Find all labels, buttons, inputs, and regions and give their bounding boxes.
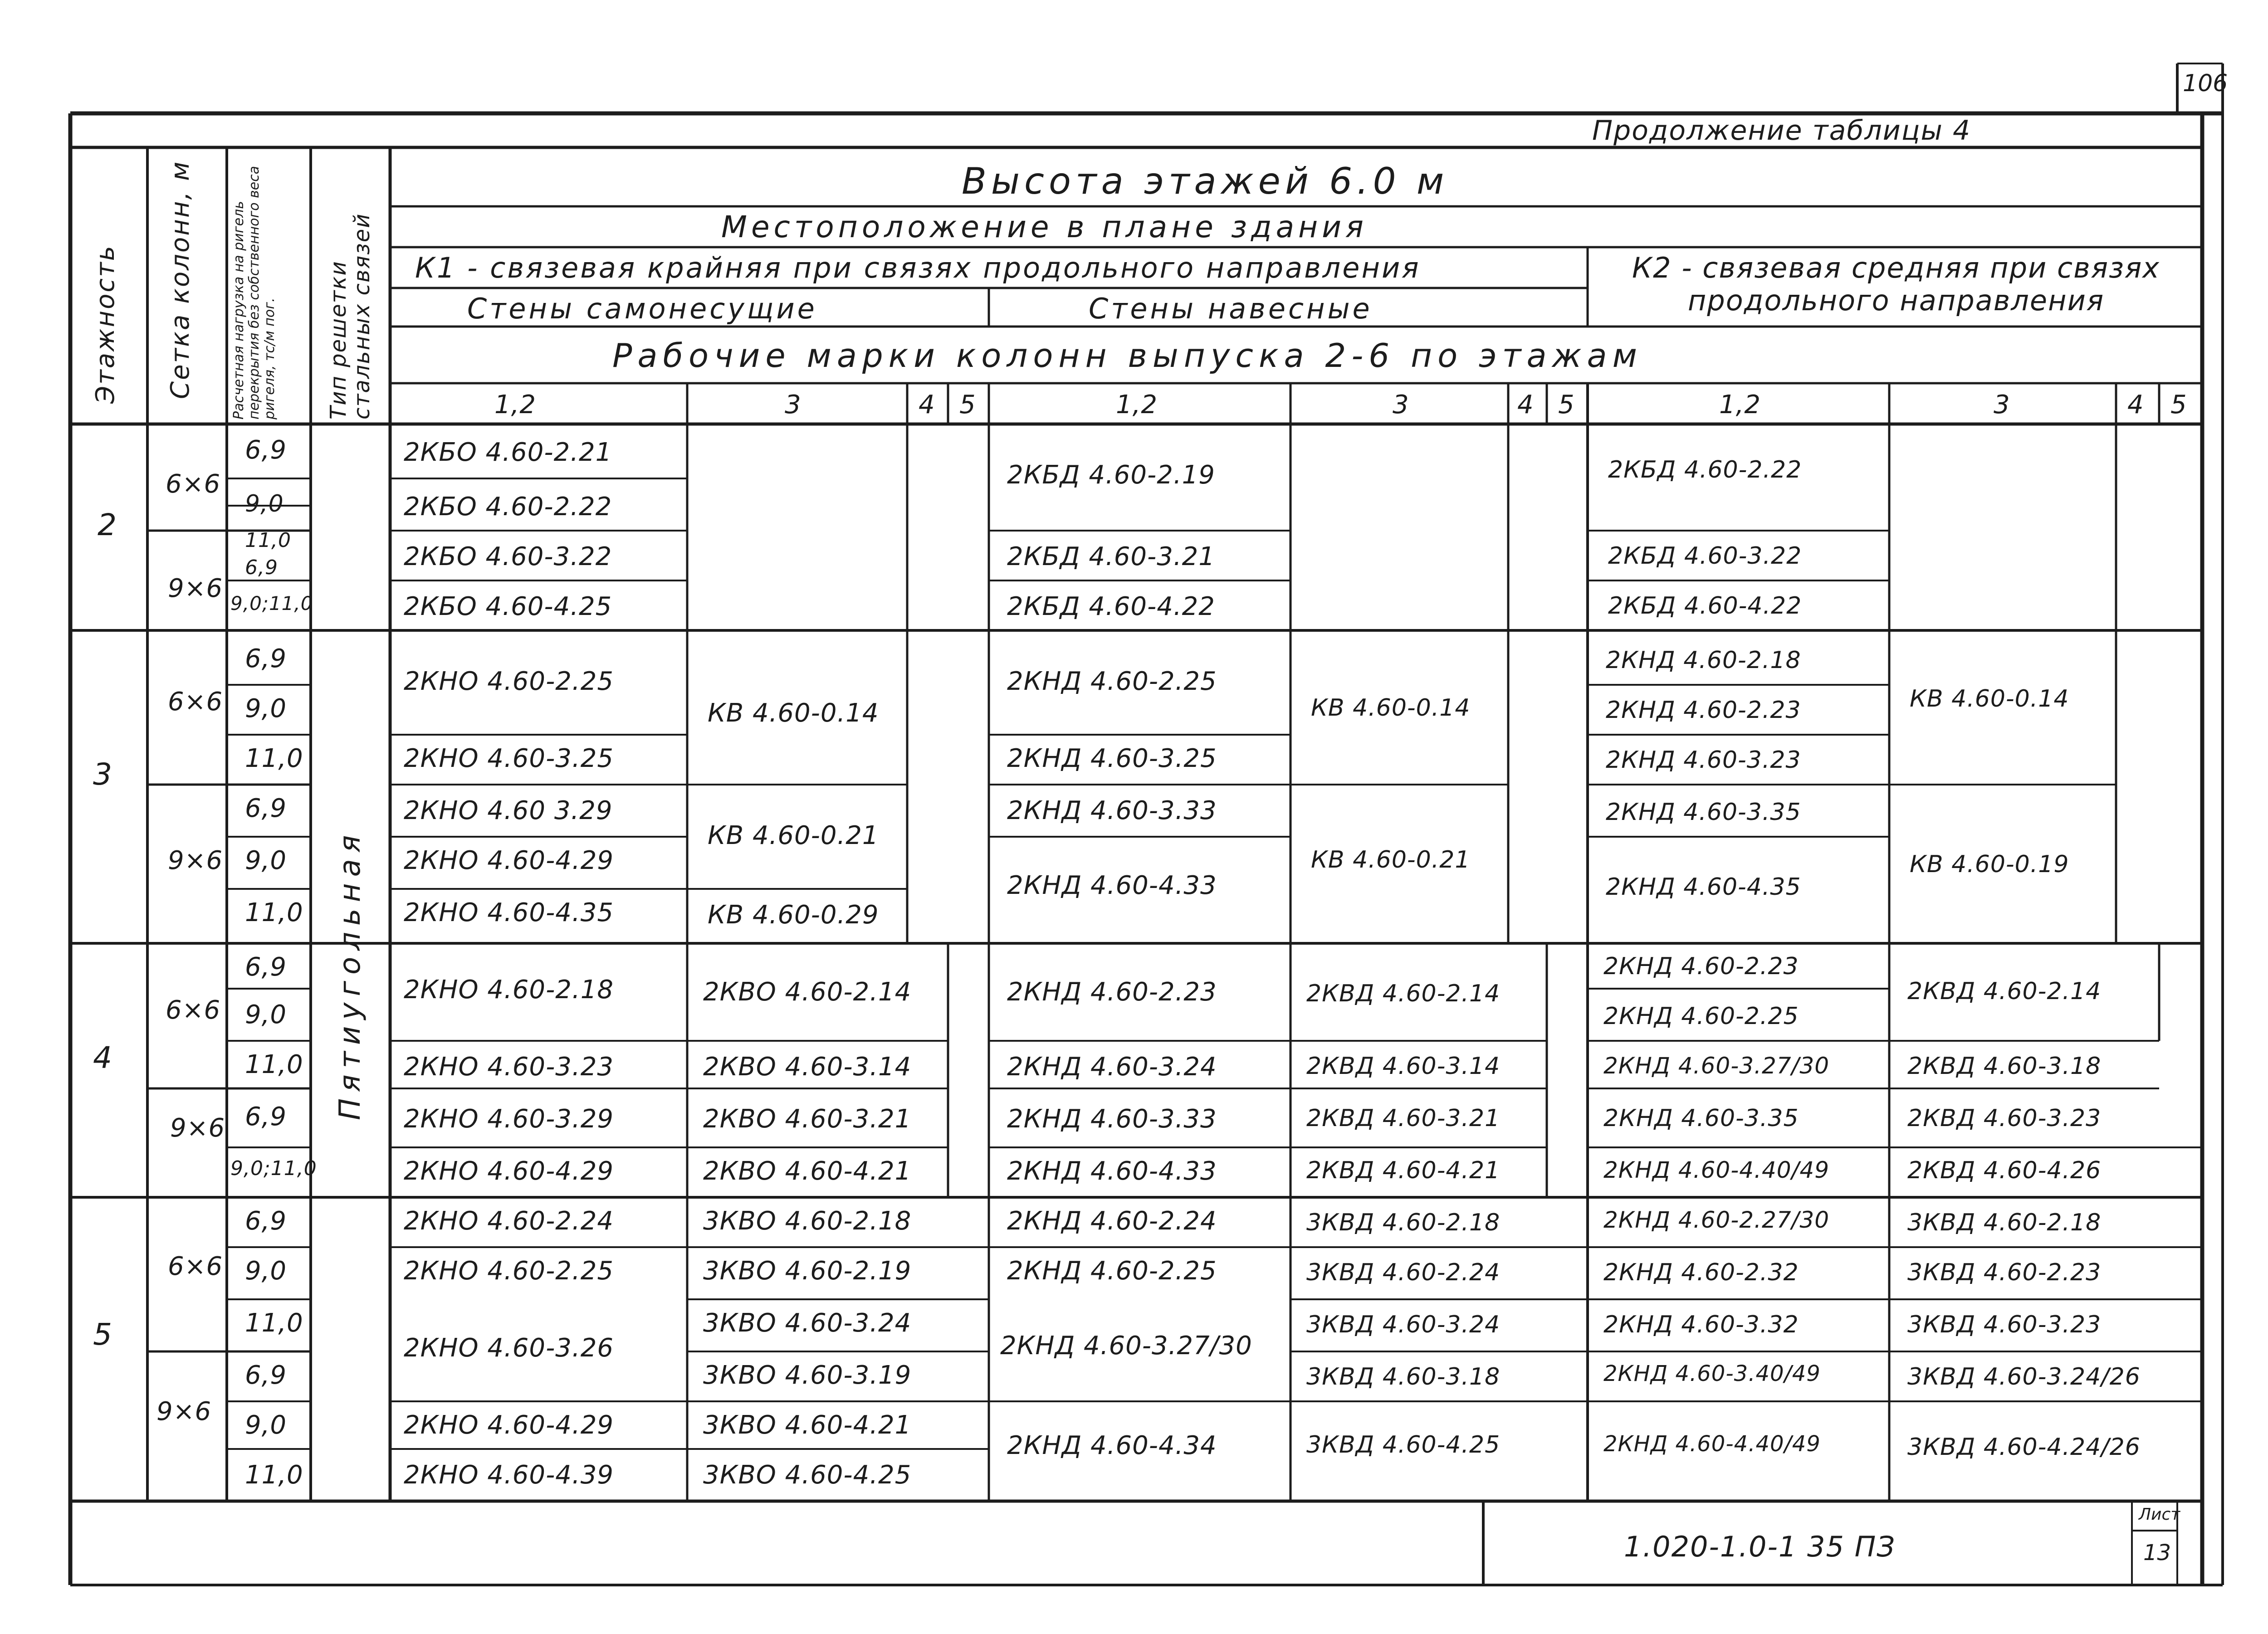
column-mark: 2КВО 4.60-3.21 [703, 1104, 912, 1134]
column-mark: 2КНД 4.60-2.23 [1603, 953, 1799, 980]
self-walls-header: Стены самонесущие [467, 292, 817, 325]
column-mark: 2КНО 4.60-2.18 [404, 975, 614, 1005]
column-mark: 2КВО 4.60-2.14 [703, 977, 912, 1007]
column-mark: 2КНД 4.60-3.25 [1007, 744, 1217, 773]
column-mark: КВ 4.60-0.19 [1910, 851, 2069, 878]
column-mark: КВ 4.60-0.14 [1311, 694, 1471, 722]
document-code: 1.020-1.0-1 35 ПЗ [1624, 1530, 1896, 1563]
k1-header: К1 - связевая крайняя при связях продольного направления [415, 251, 1421, 284]
column-mark: 3КВО 4.60-2.18 [703, 1206, 912, 1236]
load-value: 6,9 [245, 1102, 287, 1132]
column-mark: 3КВД 4.60-2.23 [1907, 1259, 2102, 1286]
load-value: 6,9 [245, 1206, 287, 1236]
column-mark: 2КНД 4.60-3.27/30 [1000, 1331, 1252, 1361]
column-mark: 2КНО 4.60-4.29 [404, 846, 614, 875]
column-mark: 2КНО 4.60-4.29 [404, 1410, 614, 1440]
column-mark: 2КНД 4.60-2.25 [1007, 667, 1217, 696]
column-mark: 2КБД 4.60-3.22 [1608, 542, 1802, 570]
column-mark: 2КНО 4.60-3.26 [404, 1333, 614, 1363]
column-mark: 2КНД 4.60-2.27/30 [1603, 1207, 1830, 1233]
column-mark: 2КНО 4.60-3.23 [404, 1052, 614, 1082]
column-mark: 3КВД 4.60-2.18 [1907, 1209, 2102, 1236]
page-number: 106 [2183, 70, 2228, 97]
column-mark: 2КНД 4.60-4.34 [1007, 1431, 1217, 1460]
column-mark: 3КВД 4.60-3.23 [1907, 1311, 2102, 1338]
column-mark: КВ 4.60-0.21 [1311, 846, 1471, 873]
column-mark: КВ 4.60-0.14 [1910, 685, 2069, 712]
column-mark: 2КБД 4.60-4.22 [1007, 592, 1215, 621]
column-mark: 2КНО 4.60-3.29 [404, 1104, 614, 1134]
grid-header: Сетка колонн, м [166, 160, 195, 399]
sheet-number: 13 [2143, 1540, 2171, 1566]
lattice-type: Пятиугольная [333, 829, 367, 1120]
column-mark: 2КНД 4.60-4.33 [1007, 1156, 1217, 1186]
sheet-label: Лист [2139, 1505, 2180, 1524]
column-mark: 2КБО 4.60-2.21 [404, 438, 612, 467]
column-mark: 3КВД 4.60-3.24/26 [1907, 1363, 2141, 1390]
column-mark: 2КБД 4.60-4.22 [1608, 592, 1802, 619]
column-mark: 2КНД 4.60-3.24 [1007, 1052, 1217, 1082]
load-value: 6,9 [245, 1361, 287, 1390]
column-mark: 2КНД 4.60-2.23 [1606, 697, 1801, 724]
load-value: 9,0 [245, 1256, 287, 1286]
column-mark: 2КНД 4.60-4.40/49 [1603, 1157, 1830, 1183]
table-caption: Продолжение таблицы 4 [1592, 115, 1971, 146]
column-mark: 2КНД 4.60-2.25 [1007, 1256, 1217, 1286]
column-mark: 2КНД 4.60-2.18 [1606, 647, 1801, 674]
column-mark: 2КНД 4.60-3.33 [1007, 796, 1217, 825]
load-value: 9,0 [245, 1410, 287, 1440]
column-mark: 2КВД 4.60-3.23 [1907, 1105, 2102, 1132]
load-header: Расчетная нагрузка на ригель перекрытия без собственного веса ригеля, тс/м пог. [231, 166, 278, 419]
subheader-k1-self-5: 5 [959, 390, 976, 419]
column-mark: 2КБД 4.60-3.21 [1007, 542, 1215, 571]
column-mark: 2КНД 4.60-2.24 [1007, 1206, 1217, 1236]
subheader-k2-3: 3 [1994, 390, 2010, 419]
column-mark: 3КВО 4.60-4.21 [703, 1410, 912, 1440]
column-mark: 2КНД 4.60-3.35 [1603, 1105, 1799, 1132]
floors-header: Этажность [91, 244, 120, 404]
load-value: 11,0 [245, 1050, 303, 1079]
column-mark: КВ 4.60-0.21 [708, 821, 879, 850]
location-header: Местоположение в плане здания [721, 210, 1368, 244]
floor-label: 2 [98, 507, 117, 542]
column-mark: 2КБД 4.60-2.22 [1608, 456, 1802, 483]
load-value: 6,9 [245, 644, 287, 673]
column-mark: 3КВД 4.60-2.24 [1306, 1259, 1501, 1286]
column-mark: 2КВД 4.60-4.21 [1306, 1157, 1501, 1184]
column-mark: 2КНО 4.60-2.25 [404, 1256, 614, 1286]
subheader-k2-4: 4 [2127, 390, 2144, 419]
column-mark: 2КНО 4.60-4.29 [404, 1156, 614, 1186]
subheader-k1-hung-5: 5 [1558, 390, 1575, 419]
subheader-k1-self-12: 1,2 [494, 390, 537, 419]
load-value: 9,0 [245, 694, 287, 723]
subheader-k1-hung-3: 3 [1393, 390, 1409, 419]
column-mark: 2КВД 4.60-2.14 [1907, 978, 2102, 1005]
column-mark: 2КНД 4.60-4.33 [1007, 871, 1217, 900]
load-value: 9,0;11,0 [230, 592, 313, 615]
column-mark: 2КНД 4.60-3.35 [1606, 799, 1801, 826]
grid-size: 9×6 [170, 1113, 225, 1143]
column-mark: 2КВД 4.60-3.18 [1907, 1053, 2102, 1080]
column-mark: 3КВО 4.60-3.19 [703, 1361, 912, 1390]
column-mark: 2КВД 4.60-3.21 [1306, 1105, 1501, 1132]
load-value: 11,0 [245, 1308, 303, 1338]
column-mark: 3КВД 4.60-4.25 [1306, 1431, 1501, 1458]
column-mark: 2КВД 4.60-4.26 [1907, 1157, 2102, 1184]
load-value: 9,0;11,0 [230, 1157, 317, 1180]
grid-size: 9×6 [156, 1397, 212, 1426]
column-mark: КВ 4.60-0.14 [708, 698, 879, 728]
column-mark: 2КВО 4.60-3.14 [703, 1052, 912, 1082]
column-mark: 2КНД 4.60-3.33 [1007, 1104, 1217, 1134]
load-value: 9,0 [245, 1000, 287, 1029]
height-header: Высота этажей 6.0 м [962, 160, 1449, 202]
load-value: 9,0 [245, 490, 284, 517]
load-value: 6,9 [245, 952, 287, 982]
load-value: 11,0 [245, 898, 303, 927]
column-mark: 2КНД 4.60-4.40/49 [1603, 1431, 1821, 1457]
column-mark: 2КНО 4.60 3.29 [404, 796, 613, 825]
column-mark: 2КНД 4.60-2.32 [1603, 1259, 1799, 1286]
column-mark: 2КБО 4.60-3.22 [404, 542, 612, 571]
column-mark: 2КНД 4.60-2.25 [1603, 1003, 1799, 1030]
subheader-k2-12: 1,2 [1719, 390, 1761, 419]
subheader-k1-hung-4: 4 [1517, 390, 1534, 419]
column-mark: 2КНО 4.60-2.25 [404, 667, 614, 696]
column-mark: 2КНД 4.60-3.40/49 [1603, 1361, 1821, 1386]
grid-size: 6×6 [166, 995, 221, 1025]
column-mark: 3КВД 4.60-3.18 [1306, 1363, 1501, 1390]
load-value: 6,9 [245, 435, 287, 465]
column-mark: 2КНД 4.60-3.27/30 [1603, 1053, 1830, 1079]
grid-size: 6×6 [168, 687, 223, 717]
column-mark: 2КБД 4.60-2.19 [1007, 460, 1215, 490]
column-mark: 2КВД 4.60-2.14 [1306, 980, 1501, 1007]
subheader-k1-self-3: 3 [785, 390, 802, 419]
column-mark: 2КНД 4.60-4.35 [1606, 873, 1801, 901]
column-mark: 2КБО 4.60-4.25 [404, 592, 612, 621]
load-value: 9,0 [245, 846, 287, 875]
hung-walls-header: Стены навесные [1089, 292, 1373, 325]
column-mark: 3КВО 4.60-4.25 [703, 1460, 912, 1490]
column-mark: 2КНО 4.60-4.35 [404, 898, 614, 927]
grid-size: 6×6 [166, 469, 221, 499]
column-mark: 3КВО 4.60-3.24 [703, 1308, 912, 1338]
column-mark: 2КНД 4.60-3.32 [1603, 1311, 1799, 1338]
column-mark: 2КНО 4.60-4.39 [404, 1460, 614, 1490]
grid-size: 6×6 [168, 1252, 223, 1281]
column-mark: КВ 4.60-0.29 [708, 900, 879, 930]
column-mark: 2КНО 4.60-2.24 [404, 1206, 614, 1236]
grid-size: 9×6 [168, 574, 223, 603]
load-value: 6,9 [245, 556, 278, 579]
column-mark: 2КВО 4.60-4.21 [703, 1156, 912, 1186]
column-mark: 2КВД 4.60-3.14 [1306, 1053, 1501, 1080]
load-value: 11,0 [245, 744, 303, 773]
load-value: 6,9 [245, 794, 287, 823]
load-value: 11,0 [245, 1460, 303, 1490]
column-mark: 3КВД 4.60-2.18 [1306, 1209, 1501, 1236]
column-mark: 2КНД 4.60-2.23 [1007, 977, 1217, 1007]
subheader-k1-hung-12: 1,2 [1116, 390, 1158, 419]
floor-label: 4 [93, 1040, 112, 1075]
k2-header: К2 - связевая средняя при связях продольного направления [1632, 251, 2160, 317]
floor-label: 3 [93, 757, 112, 792]
column-mark: 2КНО 4.60-3.25 [404, 744, 614, 773]
column-mark: 3КВД 4.60-3.24 [1306, 1311, 1501, 1338]
subheader-k1-self-4: 4 [919, 390, 935, 419]
grid-size: 9×6 [168, 846, 223, 875]
subheader-k2-5: 5 [2170, 390, 2187, 419]
floor-label: 5 [93, 1317, 112, 1352]
load-value: 11,0 [245, 529, 291, 552]
column-mark: 2КНД 4.60-3.23 [1606, 746, 1801, 774]
marks-header: Рабочие марки колонн выпуска 2-6 по этажам [612, 337, 1642, 375]
lattice-header: Тип решетки стальных связей [326, 213, 375, 419]
column-mark: 2КБО 4.60-2.22 [404, 492, 612, 522]
column-mark: 3КВД 4.60-4.24/26 [1907, 1434, 2141, 1461]
column-mark: 3КВО 4.60-2.19 [703, 1256, 912, 1286]
